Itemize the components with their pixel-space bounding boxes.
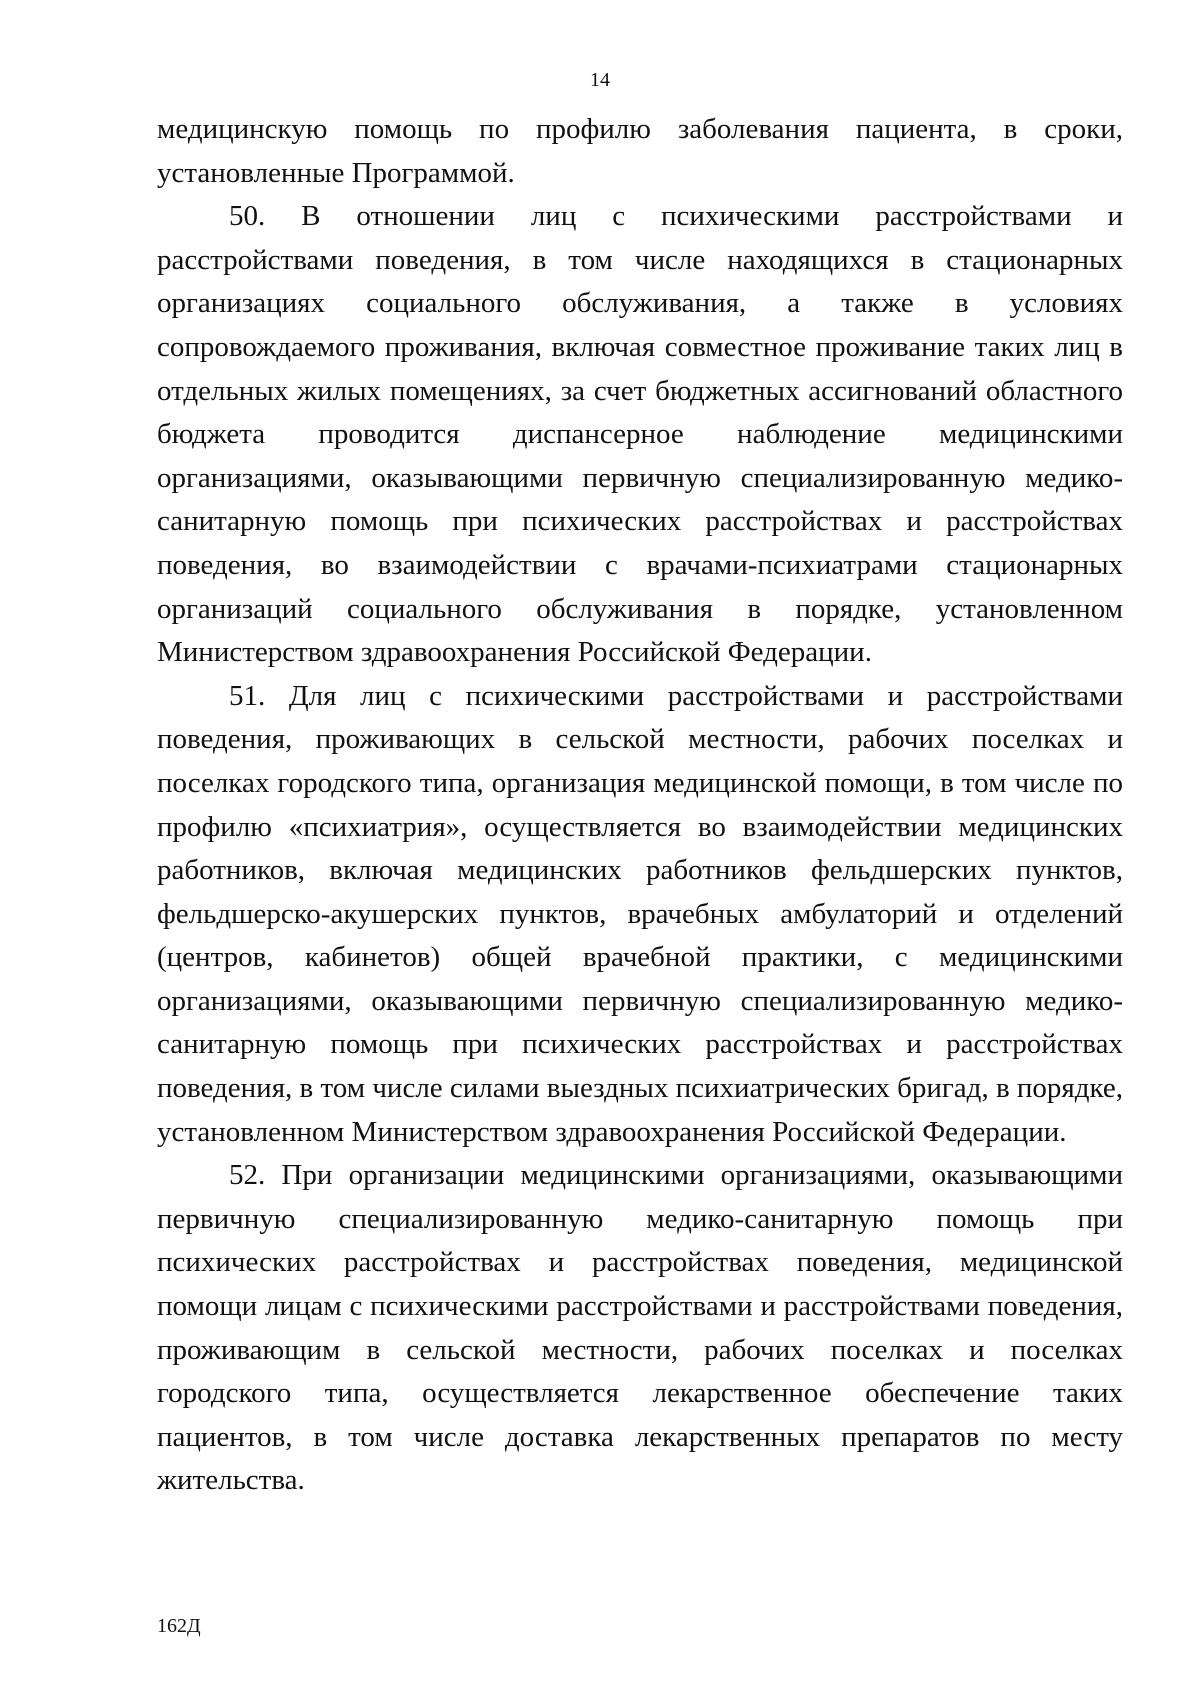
document-body xyxy=(157,108,1123,1503)
paragraph-51: 51. Для лиц с психическими расстройствами и расстройствами поведения, проживающих в сельской местности, рабочих поселках и поселках городского типа, организация медицинской помощи, в том числе по профилю «психиатрия», осуществляется во взаимодействии медицинских работников, включая медицинских работников фельдшерских пунктов, фельдшерско-акушерских пунктов, врачебных амбулаторий и отделений (центров, кабинетов) общей врачебной практики, с медицинскими организациями, оказывающими первичную специализированную медико-санитарную помощь при психических расстройствах и расстройствах поведения, в том числе силами выездных психиатрических бригад, в порядке, установленном Министерством здравоохранения Российской Федерации. xyxy=(157,679,1123,1148)
page-number: 14 xyxy=(590,69,610,91)
paragraph-continuation: медицинскую помощь по профилю заболевания пациента, в сроки, установленные Программой. xyxy=(157,113,1123,189)
paragraph-50: 50. В отношении лиц с психическими расстройствами и расстройствами поведения, в том числе находящихся в стационарных организациях социального обслуживания, а также в условиях сопровождаемого проживания, включая совместное проживание таких лиц в отдельных жилых помещениях, за счет бюджетных ассигнований областного бюджета проводится диспансерное наблюдение медицинскими организациями, оказывающими первичную специализированную медико-санитарную помощь при психических расстройствах и расстройствах поведения, во взаимодействии с врачами-психиатрами стационарных организаций социального обслуживания в порядке, установленном Министерством здравоохранения Российской Федерации. xyxy=(157,200,1123,669)
paragraph-52: 52. При организации медицинскими организациями, оказывающими первичную специализированную медико-санитарную помощь при психических расстройствах и расстройствах поведения, медицинской помощи лицам с психическими расстройствами и расстройствами поведения, проживающим в сельской местности, рабочих поселках и поселках городского типа, осуществляется лекарственное обеспечение таких пациентов, в том числе доставка лекарственных препаратов по месту жительства. xyxy=(157,1159,1123,1497)
document-code: 162Д xyxy=(157,1615,201,1637)
